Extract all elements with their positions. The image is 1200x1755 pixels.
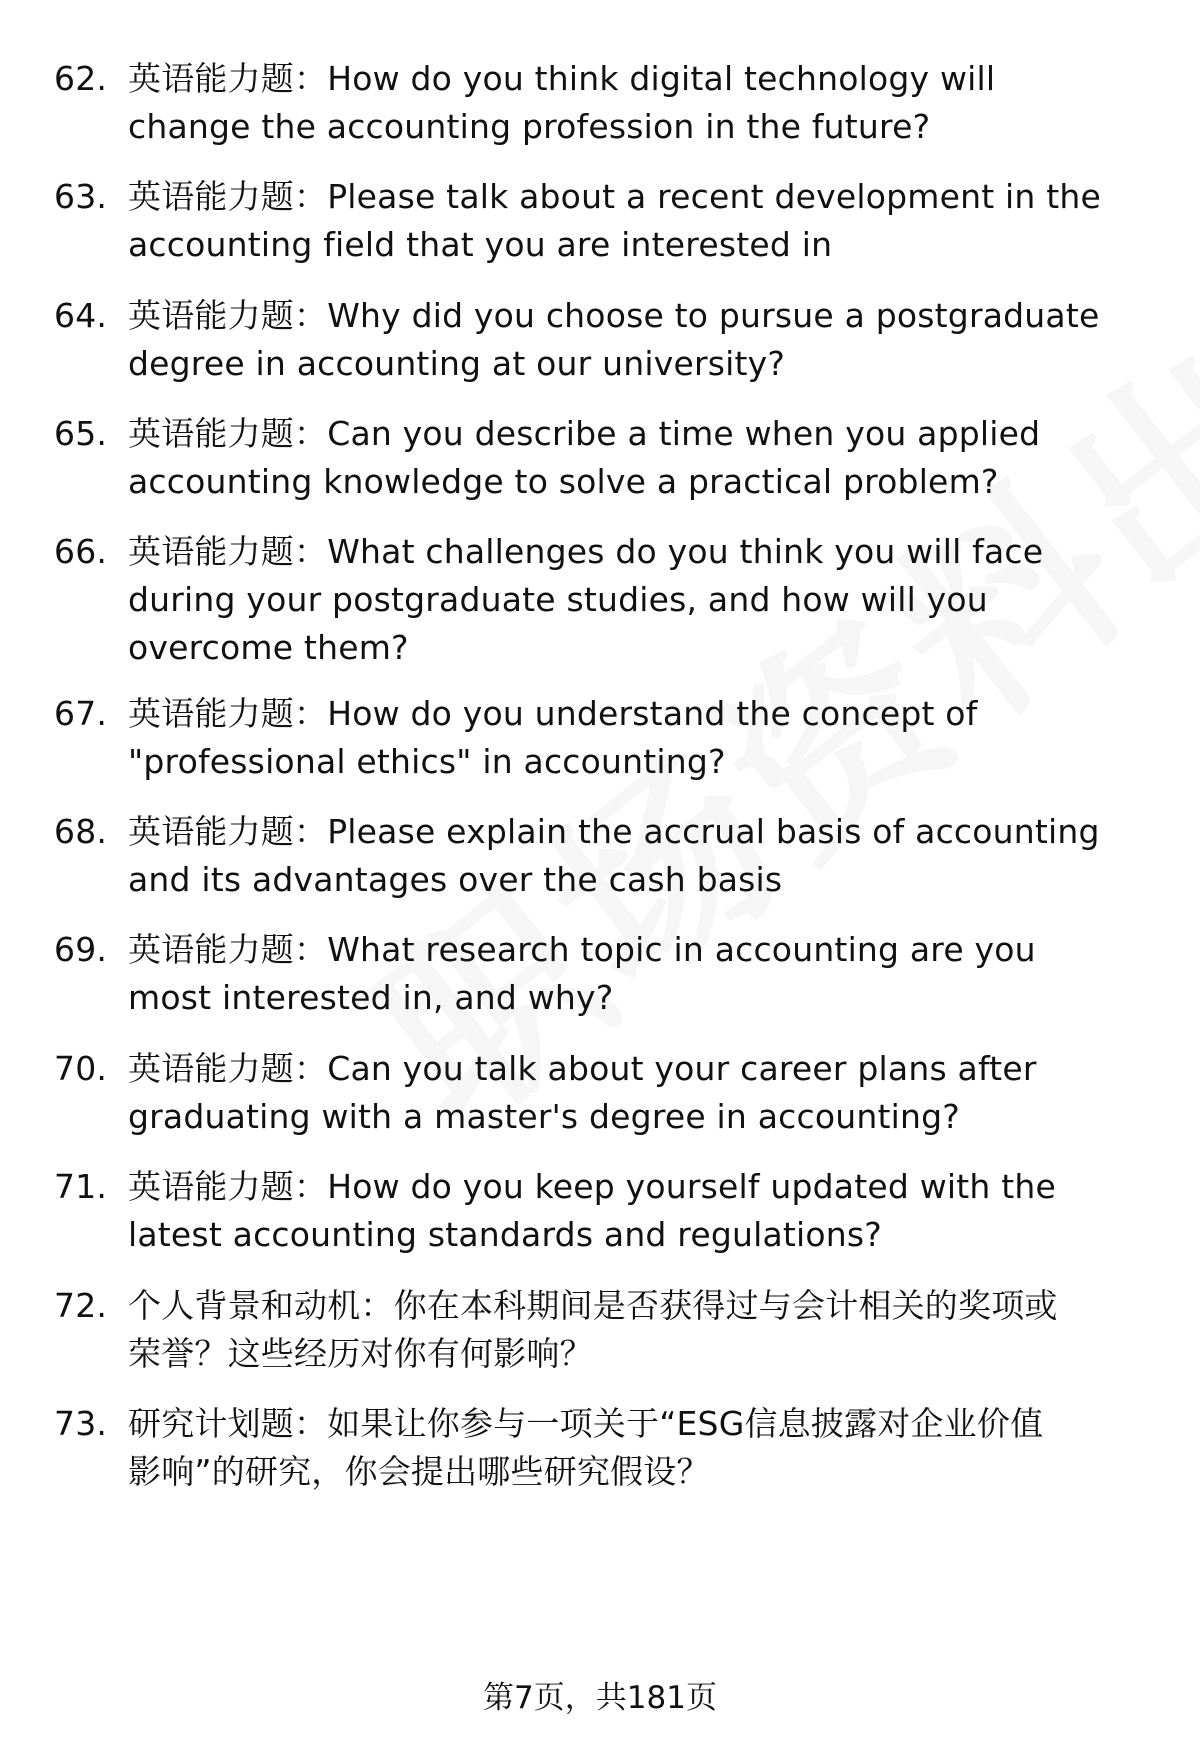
- page-number: 第7页，共181页: [483, 1680, 717, 1716]
- question-text: [128, 173, 1148, 269]
- question-number: 66.: [54, 532, 108, 571]
- question-text: [128, 55, 1148, 151]
- question-line: 英语能力题：Please explain the accrual basis of accounting: [128, 812, 1100, 851]
- question-text: [128, 1400, 1148, 1496]
- question-line: degree in accounting at our university?: [128, 344, 786, 383]
- question-text: [128, 808, 1148, 904]
- question-text: [128, 1045, 1148, 1141]
- question-text: [128, 1282, 1148, 1378]
- question-number: 73.: [54, 1404, 108, 1443]
- question-number: 71.: [54, 1167, 108, 1206]
- question-number: 70.: [54, 1049, 108, 1088]
- list-item: [54, 55, 1154, 165]
- question-line: 荣誉？这些经历对你有何影响？: [128, 1334, 593, 1373]
- question-line: 英语能力题：How do you understand the concept of: [128, 694, 978, 733]
- list-item: [54, 173, 1154, 283]
- list-item: [54, 292, 1154, 402]
- question-text: [128, 1163, 1148, 1259]
- list-item: [54, 1163, 1154, 1273]
- question-number: 62.: [54, 59, 108, 98]
- question-line: 英语能力题：Please talk about a recent development in the: [128, 177, 1101, 216]
- question-line: latest accounting standards and regulations?: [128, 1215, 882, 1254]
- question-line: during your postgraduate studies, and how will you: [128, 580, 988, 619]
- question-line: 研究计划题：如果让你参与一项关于“ESG信息披露对企业价值: [128, 1404, 1044, 1443]
- list-item: [54, 410, 1154, 520]
- question-line: 英语能力题：Can you talk about your career plans after: [128, 1049, 1037, 1088]
- question-line: 英语能力题：How do you think digital technology will: [128, 59, 996, 98]
- question-line: 英语能力题：How do you keep yourself updated with the: [128, 1167, 1056, 1206]
- question-number: 68.: [54, 812, 108, 851]
- question-text: [128, 690, 1148, 786]
- question-text: [128, 926, 1148, 1022]
- question-line: change the accounting profession in the future?: [128, 107, 931, 146]
- list-item: [54, 528, 1154, 678]
- question-number: 69.: [54, 930, 108, 969]
- list-item: [54, 1400, 1154, 1510]
- question-number: 67.: [54, 694, 108, 733]
- question-number: 65.: [54, 414, 108, 453]
- question-line: 英语能力题：Can you describe a time when you applied: [128, 414, 1041, 453]
- question-line: 英语能力题：Why did you choose to pursue a postgraduate: [128, 296, 1100, 335]
- question-number: 72.: [54, 1286, 108, 1325]
- question-line: 英语能力题：What challenges do you think you will face: [128, 532, 1044, 571]
- list-item: [54, 1045, 1154, 1155]
- question-text: [128, 292, 1148, 388]
- question-line: "professional ethics" in accounting?: [128, 742, 726, 781]
- question-number: 64.: [54, 296, 108, 335]
- question-line: graduating with a master's degree in accounting?: [128, 1097, 960, 1136]
- question-line: most interested in, and why?: [128, 978, 614, 1017]
- question-number: 63.: [54, 177, 108, 216]
- question-line: 个人背景和动机：你在本科期间是否获得过与会计相关的奖项或: [128, 1286, 1058, 1325]
- list-item: [54, 690, 1154, 800]
- question-text: [128, 528, 1148, 672]
- list-item: [54, 1282, 1154, 1392]
- question-line: 英语能力题：What research topic in accounting are you: [128, 930, 1036, 969]
- question-line: accounting field that you are interested in: [128, 225, 833, 264]
- question-text: [128, 410, 1148, 506]
- list-item: [54, 926, 1154, 1036]
- question-line: 影响”的研究，你会提出哪些研究假设？: [128, 1452, 710, 1491]
- question-line: overcome them?: [128, 628, 409, 667]
- question-line: accounting knowledge to solve a practical problem?: [128, 462, 999, 501]
- list-item: [54, 808, 1154, 918]
- question-line: and its advantages over the cash basis: [128, 860, 783, 899]
